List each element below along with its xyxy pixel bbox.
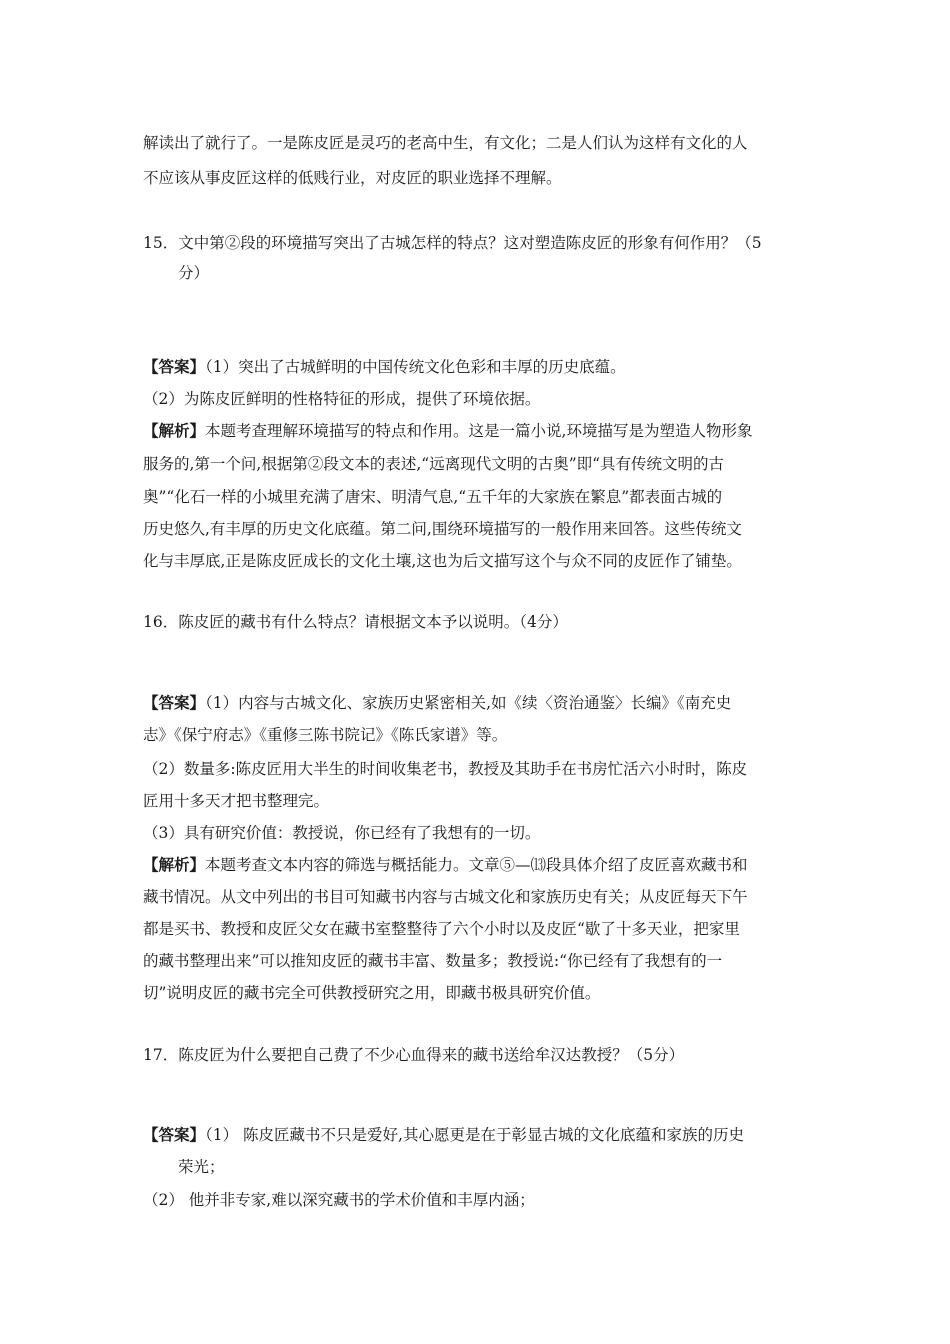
q17-question: 17．陈皮匠为什么要把自己费了不少心血得来的藏书送给牟汉达教授？（5分）: [143, 1046, 685, 1064]
q15-question-cont: 分）: [178, 264, 210, 282]
q15-analysis-line-5: 化与丰厚底,正是陈皮匠成长的文化土壤,这也为后文描写这个与众不同的皮匠作了铺垫。: [143, 552, 742, 570]
q15-analysis-line-4: 历史悠久,有丰厚的历史文化底蕴。第二问,围绕环境描写的一般作用来回答。这些传统文: [143, 520, 742, 538]
q16-question: 16．陈皮匠的藏书有什么特点？请根据文本予以说明。（4分）: [143, 613, 568, 631]
q16-answer-line-1: [143, 692, 731, 714]
answer-tag: 【答案】: [143, 693, 206, 712]
analysis-tag: 【解析】: [143, 421, 206, 440]
q16-analysis-line-1: [143, 854, 748, 876]
q15-analysis-line-3: 奥”“化石一样的小城里充满了唐宋、明清气息,“五千年的大家族在繁息”都表面古城的: [143, 488, 723, 506]
analysis-tag: 【解析】: [143, 855, 206, 874]
q15-answer-line-1: [143, 356, 626, 378]
q16-answer-text-1: （1）内容与古城文化、家族历史紧密相关,如《续〈资治通鉴〉长编》《南充史: [205, 694, 732, 712]
q16-answer-line-3: （2）数量多:陈皮匠用大半生的时间收集老书，教授及其助手在书房忙活六小时时，陈皮: [143, 760, 748, 778]
answer-tag: 【答案】: [143, 357, 206, 376]
q16-analysis-line-3: 都是买书、教授和皮匠父女在藏书室整整待了六个小时以及皮匠“歇了十多天业，把家里: [143, 920, 740, 938]
intro-line-1: 解读出了就行了。一是陈皮匠是灵巧的老高中生，有文化；二是人们认为这样有文化的人: [143, 134, 748, 152]
q15-analysis-text-1: 本题考查理解环境描写的特点和作用。这是一篇小说,环境描写是为塑造人物形象: [205, 422, 753, 440]
q15-answer-line-2: （2）为陈皮匠鲜明的性格特征的形成，提供了环境依据。: [143, 390, 541, 408]
q16-analysis-line-2: 藏书情况。从文中列出的书目可知藏书内容与古城文化和家族历史有关；从皮匠每天下午: [143, 888, 748, 906]
q15-answer-text-1: （1）突出了古城鲜明的中国传统文化色彩和丰厚的历史底蕴。: [205, 358, 626, 376]
q17-answer-line-1: [143, 1124, 744, 1146]
q17-answer-line-1-cont: 荣光；: [178, 1158, 225, 1176]
q16-analysis-line-5: 切”说明皮匠的藏书完全可供教授研究之用，即藏书极具研究价值。: [143, 984, 601, 1002]
q15-analysis-line-2: 服务的,第一个问,根据第②段文本的表述,“远离现代文明的古奥”即“具有传统文明的古: [143, 455, 725, 473]
q17-answer-text-1: （1） 陈皮匠藏书不只是爱好,其心愿更是在于彰显古城的文化底蕴和家族的历史: [205, 1126, 744, 1144]
q16-analysis-text-1: 本题考查文本内容的筛选与概括能力。文章⑤—⒀段具体介绍了皮匠喜欢藏书和: [205, 856, 748, 874]
q16-analysis-line-4: 的藏书整理出来”可以推知皮匠的藏书丰富、数量多；教授说:“你已经有了我想有的一: [143, 952, 723, 970]
q16-answer-line-5: （3）具有研究价值：教授说，你已经有了我想有的一切。: [143, 824, 541, 842]
q16-answer-line-4: 匠用十多天才把书整理完。: [143, 792, 330, 810]
q17-answer-line-2: （2） 他并非专家,难以深究藏书的学术价值和丰厚内涵；: [143, 1191, 535, 1209]
q15-analysis-line-1: [143, 420, 752, 442]
q16-answer-line-2: 志》《保宁府志》《重修三陈书院记》《陈氏家谱》等。: [143, 726, 508, 744]
intro-line-2: 不应该从事皮匠这样的低贱行业，对皮匠的职业选择不理解。: [143, 169, 562, 187]
answer-tag: 【答案】: [143, 1125, 206, 1144]
q15-question: 15．文中第②段的环境描写突出了古城怎样的特点？这对塑造陈皮匠的形象有何作用？（5: [143, 234, 762, 252]
